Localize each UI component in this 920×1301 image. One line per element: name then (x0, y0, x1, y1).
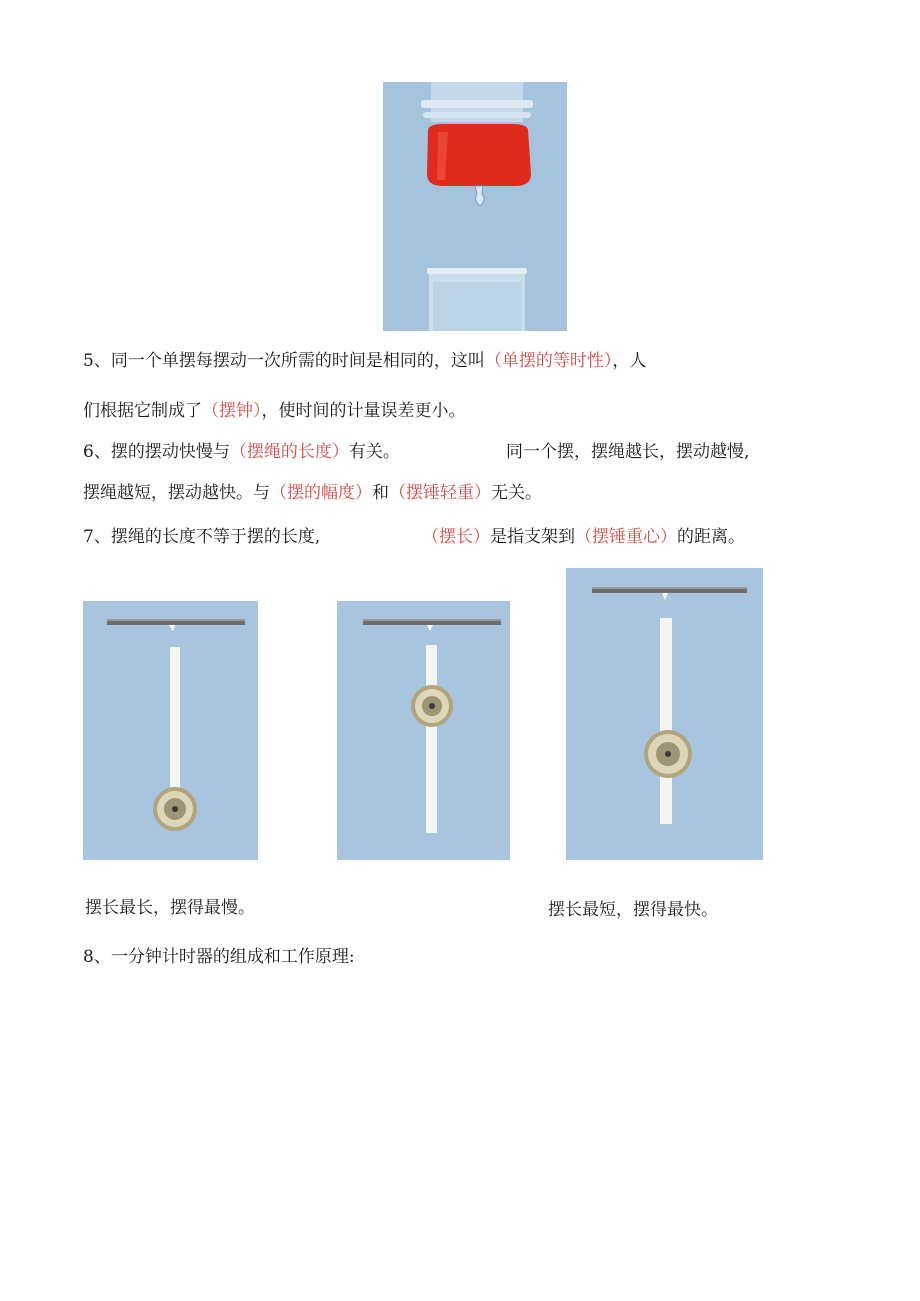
item6-text-a: 6、摆的摆动快慢与 (83, 442, 230, 462)
item5-text-a: 5、同一个单摆每摆动一次所需的时间是相同的，这叫 (83, 351, 485, 371)
pendulum-long-photo (83, 601, 258, 860)
item6-answer-amplitude: （摆的幅度） (270, 483, 372, 503)
pendulum-short-photo (337, 601, 510, 860)
item7-answer-center-of-gravity: （摆锤重心） (575, 527, 677, 547)
item6-text-c: 同一个摆，摆绳越长，摆动越慢, (506, 442, 750, 462)
item7-text-b: 是指支架到 (490, 527, 575, 547)
water-drip-illustration (383, 82, 567, 331)
item5-answer-isochronism: （单摆的等时性） (484, 351, 613, 371)
item7-answer-pendulum-length: （摆长） (422, 527, 490, 547)
item5-text-d: ，使时间的计量误差更小。 (261, 401, 466, 421)
item5-line1 (83, 350, 646, 372)
item8-heading: 8、一分钟计时器的组成和工作原理: (83, 947, 355, 967)
item6-answer-bob-weight: （摆锤轻重） (389, 483, 491, 503)
item7-line-left (83, 526, 320, 548)
item6-line2 (83, 482, 542, 504)
item6-text-b: 有关。 (348, 442, 400, 462)
pendulum-short-illustration (337, 601, 510, 860)
water-drip-photo (383, 82, 567, 331)
pendulum-medium-photo (566, 568, 763, 860)
item6-text-d: 摆绳越短，摆动越快。与 (83, 483, 270, 503)
pendulum-long-illustration (83, 601, 258, 860)
pendulum-medium-illustration (566, 568, 763, 860)
item5-line2 (83, 400, 466, 422)
caption-shortest-fastest: 摆长最短，摆得最快。 (548, 900, 718, 920)
caption-longest-slowest: 摆长最长，摆得最慢。 (85, 898, 255, 918)
item7-text-a: 7、摆绳的长度不等于摆的长度, (83, 527, 321, 547)
item6-line1-right (506, 441, 749, 463)
item5-text-b: ，人 (612, 351, 647, 371)
item6-answer-rope-length: （摆绳的长度） (229, 442, 349, 462)
item5-text-c: 们根据它制成了 (83, 401, 202, 421)
item6-line1 (83, 441, 400, 463)
item6-text-f: 无关。 (491, 483, 542, 503)
item6-text-e: 和 (372, 483, 389, 503)
item5-answer-pendulum-clock: （摆钟） (202, 401, 262, 421)
item7-text-c: 的距离。 (677, 527, 745, 547)
item7-line-right (422, 526, 745, 548)
